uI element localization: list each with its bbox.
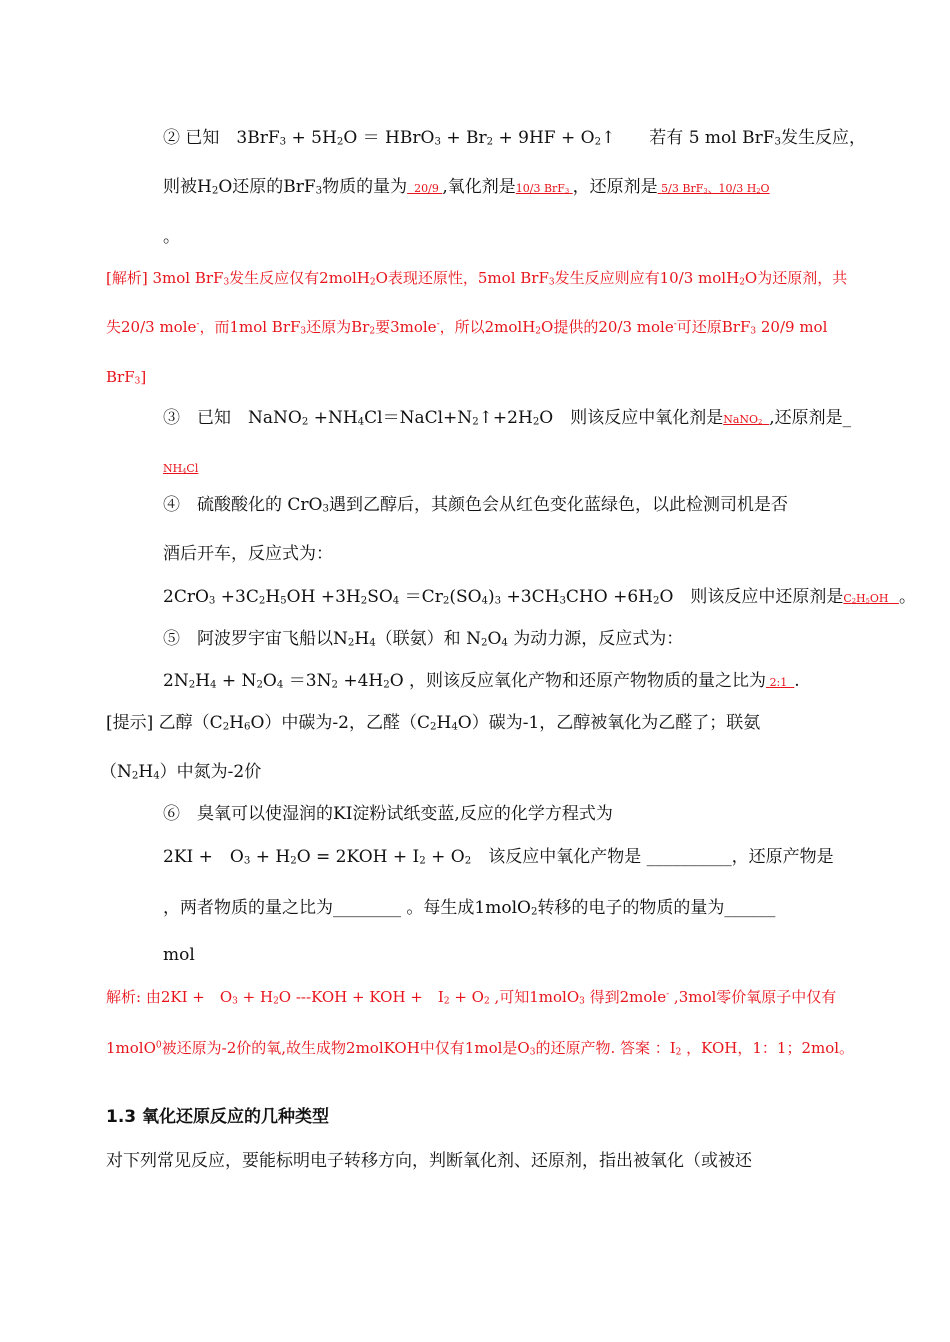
answer-blank: $C_2H_5OH$ — [843, 592, 892, 605]
hint-line2: $(N_2H_4)$中氮为-2价 — [100, 762, 262, 782]
item5-equation: $2N_2H_4 + N_2O_4 =3N_2 +4H_2O$ ，则该反应氧化产物和还原产物物质的量之比为 2:1 . — [163, 671, 800, 691]
analysis1-line3: BrF$_3$] — [106, 368, 147, 387]
answer-blank: NaNO$_2$ — [723, 413, 763, 426]
analysis1-line1: [解析] 3mol BrF$_3$发生反应仅有2molH$_2$O表现还原性，5mol BrF$_3$发生反应则应有10/3 molH$_2$O为还原剂，共 — [106, 269, 848, 288]
answer-blank: 2:1 — [769, 676, 791, 689]
answer-blank: 5/3 BrF$_3$、10/3 $H_2O$ — [661, 182, 770, 195]
analysis2-line1: 解析: 由2KI + $O_3 + H_2O$ ---KOH + KOH + $I_2 + O_2$ ,可知1molO$_3$ 得到2mole- ,3mol零价氧原子中仅有 — [106, 988, 837, 1007]
item2-end: 。 — [163, 227, 180, 247]
section-title: 1.3 氧化还原反应的几种类型 — [106, 1107, 330, 1127]
item6-line3: ，两者物质的量之比为________ 。每生成1molO$_2$转移的电子的物质的量为______ — [163, 898, 776, 918]
section-body: 对下列常见反应，要能标明电子转移方向，判断氧化剂、还原剂，指出被氧化（或被还 — [106, 1151, 752, 1171]
item2-question: 则被$H_2O$还原的BrF$_3$物质的量为 20/9 ,氧化剂是10/3 BrF$_3$ ，还原剂是 5/3 BrF$_3$、10/3 $H_2O$ — [163, 177, 770, 197]
item5-line1: ⑤ 阿波罗宇宙飞船以$N_2H_4$（联氨）和 $N_2O_4$ 为动力源，反应式为： — [163, 629, 684, 649]
analysis2-line2: 1molO$^0$被还原为-2价的氧,故生成物2molKOH中仅有1mol是$O_3$的还原产物. 答案 ：$I_2$ ，KOH，1：1；2mol。 — [106, 1039, 855, 1058]
answer-blank: 10/3 BrF$_3$ — [515, 182, 570, 195]
item2-equation: ② 已知 $3BrF_3 + 5H_2O$ ＝ HBrO$_3$ + $Br_2 + 9HF$ + $O_2↑$ 若有 5 mol BrF$_3$发生反应， — [163, 128, 867, 148]
item4-equation: $2CrO_3 +3C_2H_5OH +3H_2SO_4 =Cr_2(SO_4)_3 +3CH_3CHO +6H_2O$ 则该反应中还原剂是$C_2H_5OH$ 。 — [163, 587, 916, 607]
item4-line1: ④ 硫酸酸化的 CrO$_3$遇到乙醇后，其颜色会从红色变化蓝绿色，以此检测司机是否 — [163, 495, 788, 515]
item6-equation: 2KI + $O_3 + H_2O = 2KOH + I_2 + O_2$ 该反应中氧化产物是 __________，还原产物是 — [163, 847, 834, 867]
item6-line1: ⑥ 臭氧可以使湿润的KI淀粉试纸变蓝,反应的化学方程式为 — [163, 804, 613, 824]
item3-question: ③ 已知 NaNO$_2$ $+NH_4Cl=NaCl+N_2↑+2H_2O$ 则该反应中氧化剂是NaNO$_2$ ,还原剂是_ — [163, 408, 852, 428]
hint-line1: [提示] 乙醇$(C_2H_6O)$中碳为-2，乙醛$(C_2H_4O)$碳为-1，乙醇被氧化为乙醛了；联氨 — [106, 713, 761, 733]
item3-answer: $NH_4Cl$ — [163, 462, 199, 475]
analysis1-line2: 失20/3 mole-，而1mol BrF$_3$还原为$Br_2$要3mole-，所以2molH$_2$O提供的20/3 mole-可还原BrF$_3$ 20/9 mol — [106, 318, 828, 337]
item4-line2: 酒后开车，反应式为： — [163, 544, 333, 564]
item6-line4: mol — [163, 945, 195, 965]
answer-blank: 20/9 — [414, 182, 443, 195]
